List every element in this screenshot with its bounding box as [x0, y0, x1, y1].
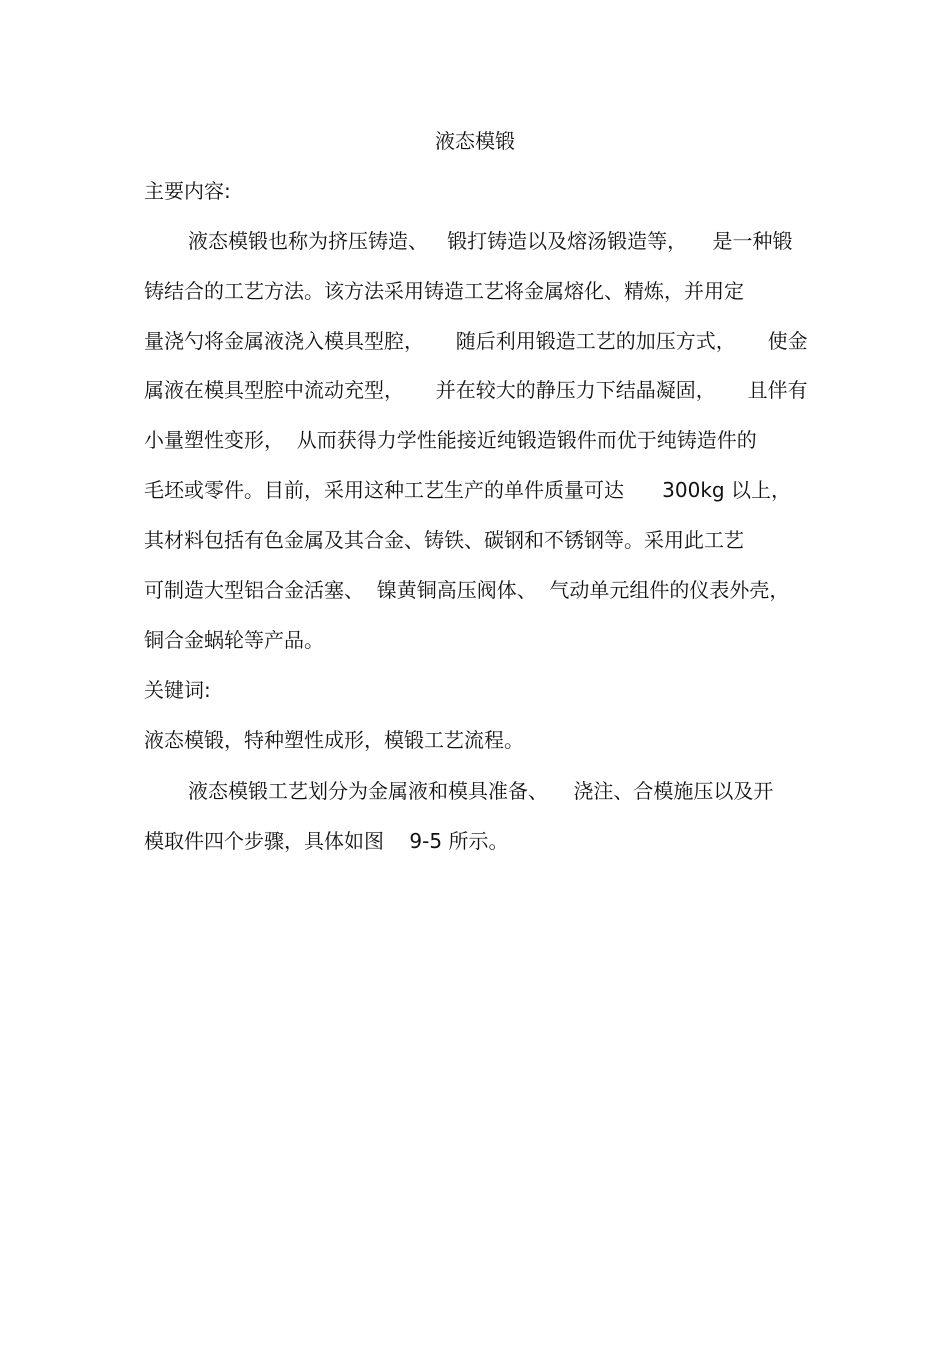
body-line-4: 属液在模具型腔中流动充型， 并在较大的静压力下结晶凝固， 且伴有 — [144, 378, 808, 402]
keywords-line: 液态模锻，特种塑性成形，模锻工艺流程。 — [144, 728, 524, 752]
section-heading-main: 主要内容: — [144, 179, 231, 203]
body-line-3: 量浇勺将金属液浇入模具型腔， 随后利用锻造工艺的加压方式， 使金 — [144, 329, 808, 353]
body-line-2: 铸结合的工艺方法。该方法采用铸造工艺将金属熔化、精炼，并用定 — [144, 279, 744, 303]
body-line-5: 小量塑性变形， 从而获得力学性能接近纯锻造锻件而优于纯铸造件的 — [144, 428, 757, 452]
body-line-9: 铜合金蜗轮等产品。 — [144, 628, 324, 652]
body-line-8: 可制造大型铝合金活塞、 镍黄铜高压阀体、 气动单元组件的仪表外壳， — [144, 578, 790, 602]
body-line-6: 毛坯或零件。目前，采用这种工艺生产的单件质量可达 300kg 以上， — [144, 478, 791, 502]
section-heading-keywords: 关键词: — [144, 678, 211, 702]
body-line-1: 液态模锻也称为挤压铸造、 锻打铸造以及熔汤锻造等， 是一种锻 — [188, 229, 793, 253]
process-line-2: 模取件四个步骤，具体如图 9-5 所示。 — [144, 829, 509, 853]
document-title: 液态模锻 — [435, 129, 515, 153]
body-line-7: 其材料包括有色金属及其合金、铸铁、碳钢和不锈钢等。采用此工艺 — [144, 528, 744, 552]
process-line-1: 液态模锻工艺划分为金属液和模具准备、 浇注、合模施压以及开 — [188, 779, 774, 803]
